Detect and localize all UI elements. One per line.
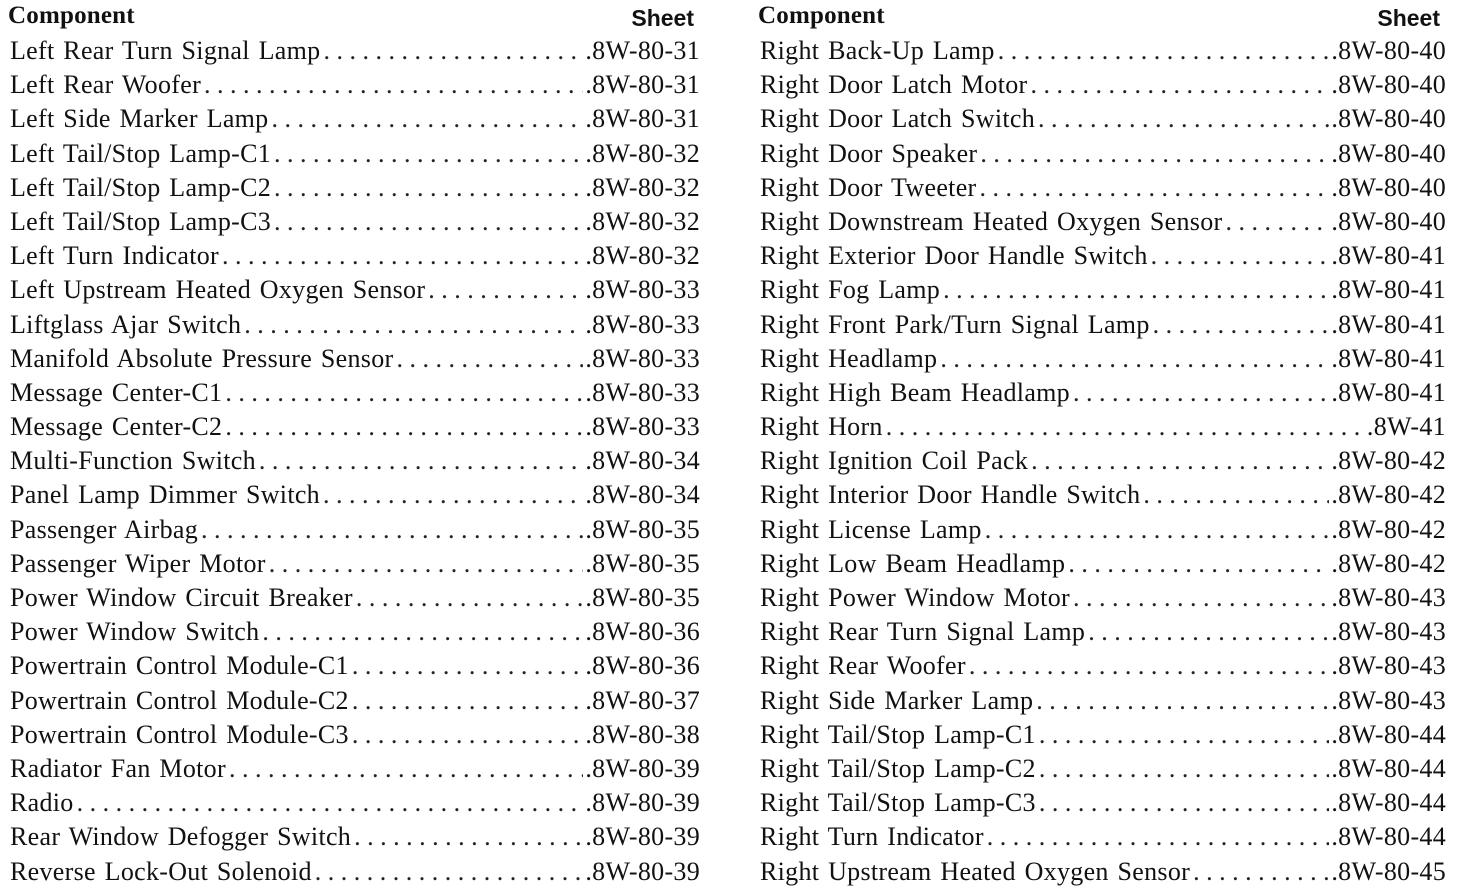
dot-leader bbox=[274, 171, 583, 205]
dot-leader bbox=[225, 410, 583, 444]
dot-leader bbox=[1039, 718, 1330, 752]
component-name: Right Back-Up Lamp bbox=[760, 36, 995, 65]
component-name: Right Tail/Stop Lamp-C2 bbox=[760, 753, 1036, 783]
component-name: Powertrain Control Module-C2 bbox=[10, 685, 349, 715]
sheet-reference: .8W-80-42 bbox=[1331, 548, 1446, 578]
dot-leader bbox=[1036, 684, 1329, 718]
dot-leader bbox=[274, 205, 583, 239]
component-name: Multi-Function Switch bbox=[10, 446, 256, 476]
dot-leader bbox=[354, 820, 583, 854]
component-name: Left Upstream Heated Oxygen Sensor bbox=[10, 275, 426, 305]
component-name: Right Door Latch Switch bbox=[760, 104, 1036, 134]
sheet-reference: .8W-80-42 bbox=[1331, 514, 1446, 544]
component-name: Left Turn Indicator bbox=[10, 241, 220, 271]
dot-leader bbox=[222, 239, 583, 273]
dot-leader bbox=[1225, 205, 1329, 239]
index-entry bbox=[10, 239, 700, 273]
component-name: Radiator Fan Motor bbox=[10, 753, 226, 783]
component-name: Panel Lamp Dimmer Switch bbox=[10, 480, 320, 510]
component-name: Left Tail/Stop Lamp-C2 bbox=[10, 172, 272, 202]
sheet-reference: .8W-80-41 bbox=[1331, 309, 1446, 339]
component-name: Right Turn Indicator bbox=[760, 822, 984, 852]
component-list bbox=[760, 34, 1446, 889]
column-header bbox=[10, 0, 700, 34]
index-entry bbox=[10, 342, 700, 376]
dot-leader bbox=[943, 273, 1329, 307]
dot-leader bbox=[274, 137, 583, 171]
dot-leader bbox=[980, 171, 1330, 205]
component-name: Left Rear Turn Signal Lamp bbox=[10, 36, 321, 65]
sheet-reference: .8W-80-40 bbox=[1331, 36, 1446, 65]
index-entry bbox=[10, 273, 700, 307]
dot-leader bbox=[272, 102, 584, 136]
index-entry bbox=[760, 547, 1446, 581]
dot-leader bbox=[204, 68, 583, 102]
sheet-reference: .8W-80-33 bbox=[585, 275, 700, 305]
sheet-reference: .8W-41 bbox=[1366, 412, 1446, 442]
component-name: Right Interior Door Handle Switch bbox=[760, 480, 1141, 510]
index-entry bbox=[760, 205, 1446, 239]
component-name: Right Tail/Stop Lamp-C1 bbox=[760, 719, 1036, 749]
index-entry bbox=[10, 308, 700, 342]
component-name: Right High Beam Headlamp bbox=[760, 377, 1070, 407]
sheet-reference: .8W-80-39 bbox=[585, 753, 700, 783]
index-entry bbox=[10, 478, 700, 512]
sheet-reference: .8W-80-33 bbox=[585, 309, 700, 339]
sheet-reference: .8W-80-43 bbox=[1331, 617, 1446, 647]
sheet-reference: .8W-80-41 bbox=[1331, 377, 1446, 407]
component-name: Right Upstream Heated Oxygen Sensor bbox=[760, 856, 1191, 886]
index-entry bbox=[760, 68, 1446, 102]
dot-leader bbox=[1153, 308, 1330, 342]
index-entry bbox=[10, 786, 700, 820]
dot-leader bbox=[987, 820, 1330, 854]
right-index-column bbox=[760, 0, 1446, 889]
dot-leader bbox=[428, 273, 583, 307]
dot-leader bbox=[886, 410, 1365, 444]
component-name: Message Center-C1 bbox=[10, 377, 223, 407]
dot-leader bbox=[352, 684, 584, 718]
component-name: Right Tail/Stop Lamp-C3 bbox=[760, 788, 1036, 818]
sheet-reference: .8W-80-34 bbox=[585, 446, 700, 476]
dot-leader bbox=[244, 308, 583, 342]
index-entry bbox=[10, 376, 700, 410]
sheet-header: Sheet bbox=[631, 5, 694, 31]
sheet-reference: .8W-80-32 bbox=[585, 206, 700, 236]
sheet-reference: .8W-80-34 bbox=[585, 480, 700, 510]
index-entry bbox=[760, 718, 1446, 752]
component-name: Left Tail/Stop Lamp-C1 bbox=[10, 138, 272, 168]
column-header bbox=[760, 0, 1446, 34]
index-entry bbox=[760, 444, 1446, 478]
component-name: Powertrain Control Module-C1 bbox=[10, 651, 349, 681]
dot-leader bbox=[1073, 581, 1329, 615]
sheet-reference: .8W-80-32 bbox=[585, 241, 700, 271]
index-entry bbox=[10, 171, 700, 205]
sheet-reference: .8W-80-42 bbox=[1331, 446, 1446, 476]
dot-leader bbox=[1031, 444, 1329, 478]
dot-leader bbox=[1039, 786, 1330, 820]
index-entry bbox=[10, 615, 700, 649]
component-name: Right Rear Turn Signal Lamp bbox=[760, 617, 1086, 647]
dot-leader bbox=[396, 342, 583, 376]
sheet-reference: .8W-80-33 bbox=[585, 377, 700, 407]
index-entry bbox=[760, 102, 1446, 136]
sheet-reference: .8W-80-35 bbox=[585, 583, 700, 612]
dot-leader bbox=[315, 855, 584, 889]
component-name: Passenger Wiper Motor bbox=[10, 548, 266, 578]
index-entry bbox=[760, 239, 1446, 273]
index-entry bbox=[760, 410, 1446, 444]
sheet-reference: .8W-80-41 bbox=[1331, 275, 1446, 305]
index-entry bbox=[760, 855, 1446, 889]
sheet-reference: .8W-80-45 bbox=[1331, 856, 1446, 886]
index-entry bbox=[10, 547, 700, 581]
index-entry bbox=[10, 820, 700, 854]
index-entry bbox=[760, 34, 1446, 68]
index-entry bbox=[760, 342, 1446, 376]
index-entry bbox=[10, 137, 700, 171]
index-entry bbox=[10, 102, 700, 136]
sheet-reference: .8W-80-39 bbox=[585, 788, 700, 818]
sheet-reference: .8W-80-33 bbox=[585, 412, 700, 442]
dot-leader bbox=[352, 718, 584, 752]
index-entry bbox=[760, 649, 1446, 683]
sheet-reference: .8W-80-35 bbox=[585, 514, 700, 544]
component-name: Message Center-C2 bbox=[10, 412, 223, 442]
sheet-reference: .8W-80-40 bbox=[1331, 138, 1446, 168]
component-header: Component bbox=[8, 2, 135, 29]
dot-leader bbox=[980, 137, 1329, 171]
component-name: Right Door Latch Motor bbox=[760, 70, 1028, 100]
component-list bbox=[10, 34, 700, 889]
component-name: Right Rear Woofer bbox=[760, 651, 966, 681]
component-name: Power Window Switch bbox=[10, 617, 260, 647]
dot-leader bbox=[969, 649, 1330, 683]
index-entry bbox=[10, 68, 700, 102]
sheet-header: Sheet bbox=[1377, 5, 1440, 31]
dot-leader bbox=[1073, 376, 1329, 410]
dot-leader bbox=[1088, 615, 1329, 649]
index-entry bbox=[10, 752, 700, 786]
sheet-reference: .8W-80-42 bbox=[1331, 480, 1446, 510]
sheet-reference: .8W-80-36 bbox=[585, 651, 700, 681]
sheet-reference: .8W-80-44 bbox=[1331, 822, 1446, 852]
index-entry bbox=[760, 376, 1446, 410]
dot-leader bbox=[323, 478, 583, 512]
sheet-reference: .8W-80-44 bbox=[1331, 788, 1446, 818]
dot-leader bbox=[998, 34, 1330, 68]
component-header: Component bbox=[758, 2, 885, 29]
index-entry bbox=[10, 34, 700, 68]
sheet-reference: .8W-80-31 bbox=[585, 36, 700, 65]
component-name: Rear Window Defogger Switch bbox=[10, 822, 352, 852]
component-name: Right Fog Lamp bbox=[760, 275, 941, 305]
index-entry bbox=[10, 855, 700, 889]
dot-leader bbox=[1038, 102, 1329, 136]
dot-leader bbox=[940, 342, 1329, 376]
component-name: Right Low Beam Headlamp bbox=[760, 548, 1066, 578]
component-name: Right Front Park/Turn Signal Lamp bbox=[760, 309, 1150, 339]
component-name: Right Downstream Heated Oxygen Sensor bbox=[760, 206, 1223, 236]
index-entry bbox=[760, 581, 1446, 615]
dot-leader bbox=[985, 513, 1330, 547]
dot-leader bbox=[229, 752, 583, 786]
index-entry bbox=[10, 684, 700, 718]
dot-leader bbox=[1193, 855, 1329, 889]
sheet-reference: .8W-80-44 bbox=[1331, 719, 1446, 749]
sheet-reference: .8W-80-40 bbox=[1331, 172, 1446, 202]
sheet-reference: .8W-80-43 bbox=[1331, 583, 1446, 612]
index-entry bbox=[760, 478, 1446, 512]
component-name: Radio bbox=[10, 788, 74, 818]
sheet-reference: .8W-80-32 bbox=[585, 138, 700, 168]
sheet-reference: .8W-80-36 bbox=[585, 617, 700, 647]
component-name: Right Ignition Coil Pack bbox=[760, 446, 1029, 476]
component-name: Powertrain Control Module-C3 bbox=[10, 719, 349, 749]
index-entry bbox=[760, 171, 1446, 205]
sheet-reference: .8W-80-43 bbox=[1331, 651, 1446, 681]
sheet-reference: .8W-80-32 bbox=[585, 172, 700, 202]
dot-leader bbox=[323, 34, 583, 68]
component-name: Reverse Lock-Out Solenoid bbox=[10, 856, 312, 886]
sheet-reference: .8W-80-40 bbox=[1331, 104, 1446, 134]
index-entry bbox=[10, 513, 700, 547]
index-entry bbox=[760, 786, 1446, 820]
left-index-column bbox=[10, 0, 700, 889]
component-name: Right Side Marker Lamp bbox=[760, 685, 1034, 715]
component-name: Left Tail/Stop Lamp-C3 bbox=[10, 206, 272, 236]
index-entry bbox=[760, 752, 1446, 786]
component-name: Right Power Window Motor bbox=[760, 583, 1070, 612]
sheet-reference: .8W-80-40 bbox=[1331, 70, 1446, 100]
dot-leader bbox=[1039, 752, 1330, 786]
component-name: Left Side Marker Lamp bbox=[10, 104, 269, 134]
sheet-reference: .8W-80-35 bbox=[585, 548, 700, 578]
index-entry bbox=[10, 205, 700, 239]
sheet-reference: .8W-80-41 bbox=[1331, 241, 1446, 271]
index-entry bbox=[760, 137, 1446, 171]
dot-leader bbox=[259, 444, 583, 478]
component-name: Left Rear Woofer bbox=[10, 70, 202, 100]
component-name: Right Exterior Door Handle Switch bbox=[760, 241, 1148, 271]
sheet-reference: .8W-80-40 bbox=[1331, 206, 1446, 236]
index-entry bbox=[10, 718, 700, 752]
sheet-reference: .8W-80-43 bbox=[1331, 685, 1446, 715]
index-entry bbox=[760, 308, 1446, 342]
sheet-reference: .8W-80-38 bbox=[585, 719, 700, 749]
component-name: Right Door Speaker bbox=[760, 138, 978, 168]
component-name: Right License Lamp bbox=[760, 514, 982, 544]
dot-leader bbox=[262, 615, 583, 649]
sheet-reference: .8W-80-37 bbox=[585, 685, 700, 715]
sheet-reference: .8W-80-39 bbox=[585, 822, 700, 852]
sheet-reference: .8W-80-31 bbox=[585, 70, 700, 100]
dot-leader bbox=[1151, 239, 1330, 273]
dot-leader bbox=[269, 547, 584, 581]
sheet-reference: .8W-80-31 bbox=[585, 104, 700, 134]
index-entry bbox=[10, 649, 700, 683]
dot-leader bbox=[352, 649, 584, 683]
index-entry bbox=[760, 820, 1446, 854]
component-name: Right Headlamp bbox=[760, 343, 938, 373]
index-entry bbox=[10, 410, 700, 444]
dot-leader bbox=[356, 581, 584, 615]
sheet-reference: .8W-80-44 bbox=[1331, 753, 1446, 783]
index-entry bbox=[760, 615, 1446, 649]
sheet-reference: .8W-80-39 bbox=[585, 856, 700, 886]
dot-leader bbox=[225, 376, 583, 410]
index-entry bbox=[760, 273, 1446, 307]
dot-leader bbox=[1143, 478, 1329, 512]
component-name: Liftglass Ajar Switch bbox=[10, 309, 242, 339]
index-entry bbox=[10, 444, 700, 478]
component-name: Power Window Circuit Breaker bbox=[10, 583, 353, 612]
component-name: Right Door Tweeter bbox=[760, 172, 977, 202]
component-name: Right Horn bbox=[760, 412, 883, 442]
component-name: Passenger Airbag bbox=[10, 514, 199, 544]
component-name: Manifold Absolute Pressure Sensor bbox=[10, 343, 394, 373]
sheet-reference: .8W-80-33 bbox=[585, 343, 700, 373]
index-entry bbox=[760, 513, 1446, 547]
dot-leader bbox=[1068, 547, 1329, 581]
dot-leader bbox=[1031, 68, 1330, 102]
dot-leader bbox=[77, 786, 584, 820]
dot-leader bbox=[201, 513, 583, 547]
index-entry bbox=[10, 581, 700, 615]
sheet-reference: .8W-80-41 bbox=[1331, 343, 1446, 373]
index-entry bbox=[760, 684, 1446, 718]
